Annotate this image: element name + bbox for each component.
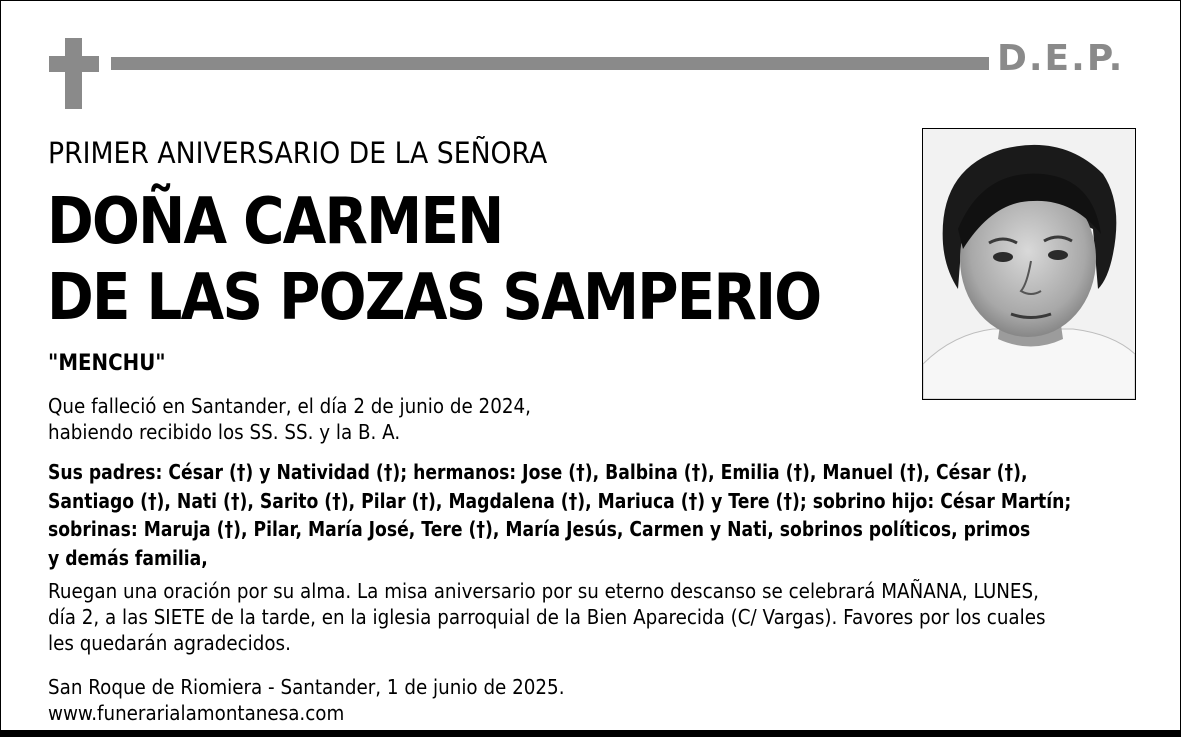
family-line: Santiago (†), Nati (†), Sarito (†), Pilar (†), Magdalena (†), Mariuca (†) y Tere (†); sobrino hijo: César Martín; bbox=[48, 488, 1072, 513]
cross-icon-bar bbox=[49, 56, 99, 72]
death-info-line: habiendo recibido los SS. SS. y la B. A. bbox=[48, 420, 401, 444]
mass-info-line: les quedarán agradecidos. bbox=[48, 631, 291, 655]
portrait-photo bbox=[922, 128, 1136, 400]
place-date: San Roque de Riomiera - Santander, 1 de junio de 2025. bbox=[48, 675, 565, 699]
death-info bbox=[48, 393, 1100, 445]
family-line: sobrinas: Maruja (†), Pilar, María José, Tere (†), María Jesús, Carmen y Nati, sobrinos políticos, primos bbox=[48, 517, 1031, 541]
notice-kicker: PRIMER ANIVERSARIO DE LA SEÑORA bbox=[48, 136, 548, 170]
family-list bbox=[48, 458, 1123, 572]
family-line: Sus padres: César (†) y Natividad (†); hermanos: Jose (†), Balbina (†), Emilia (†), Manuel (†), César (†), bbox=[48, 460, 1028, 484]
family-line: y demás familia, bbox=[48, 545, 208, 570]
deceased-name-line2: DE LAS POZAS SAMPERIO bbox=[47, 261, 821, 335]
mass-info bbox=[48, 578, 1100, 656]
portrait-image bbox=[923, 129, 1135, 399]
mass-info-line: día 2, a las SIETE de la tarde, en la iglesia parroquial de la Bien Aparecida (C/ Vargas). Favores por los cuales bbox=[48, 605, 1046, 629]
death-info-line: Que falleció en Santander, el día 2 de junio de 2024, bbox=[48, 394, 531, 418]
bottom-rule bbox=[1, 730, 1180, 736]
footer bbox=[48, 674, 1100, 726]
mass-info-line: Ruegan una oración por su alma. La misa aniversario por su eterno descanso se celebrará MAÑANA, LUNES, bbox=[48, 579, 1039, 603]
dep-label: D.E.P. bbox=[997, 38, 1125, 79]
website-link: www.funerarialamontanesa.com bbox=[48, 701, 345, 725]
deceased-nickname: "MENCHU" bbox=[48, 351, 166, 376]
header-rule bbox=[111, 57, 989, 70]
deceased-name-line1: DOÑA CARMEN bbox=[47, 185, 503, 259]
cross-icon bbox=[65, 38, 82, 109]
